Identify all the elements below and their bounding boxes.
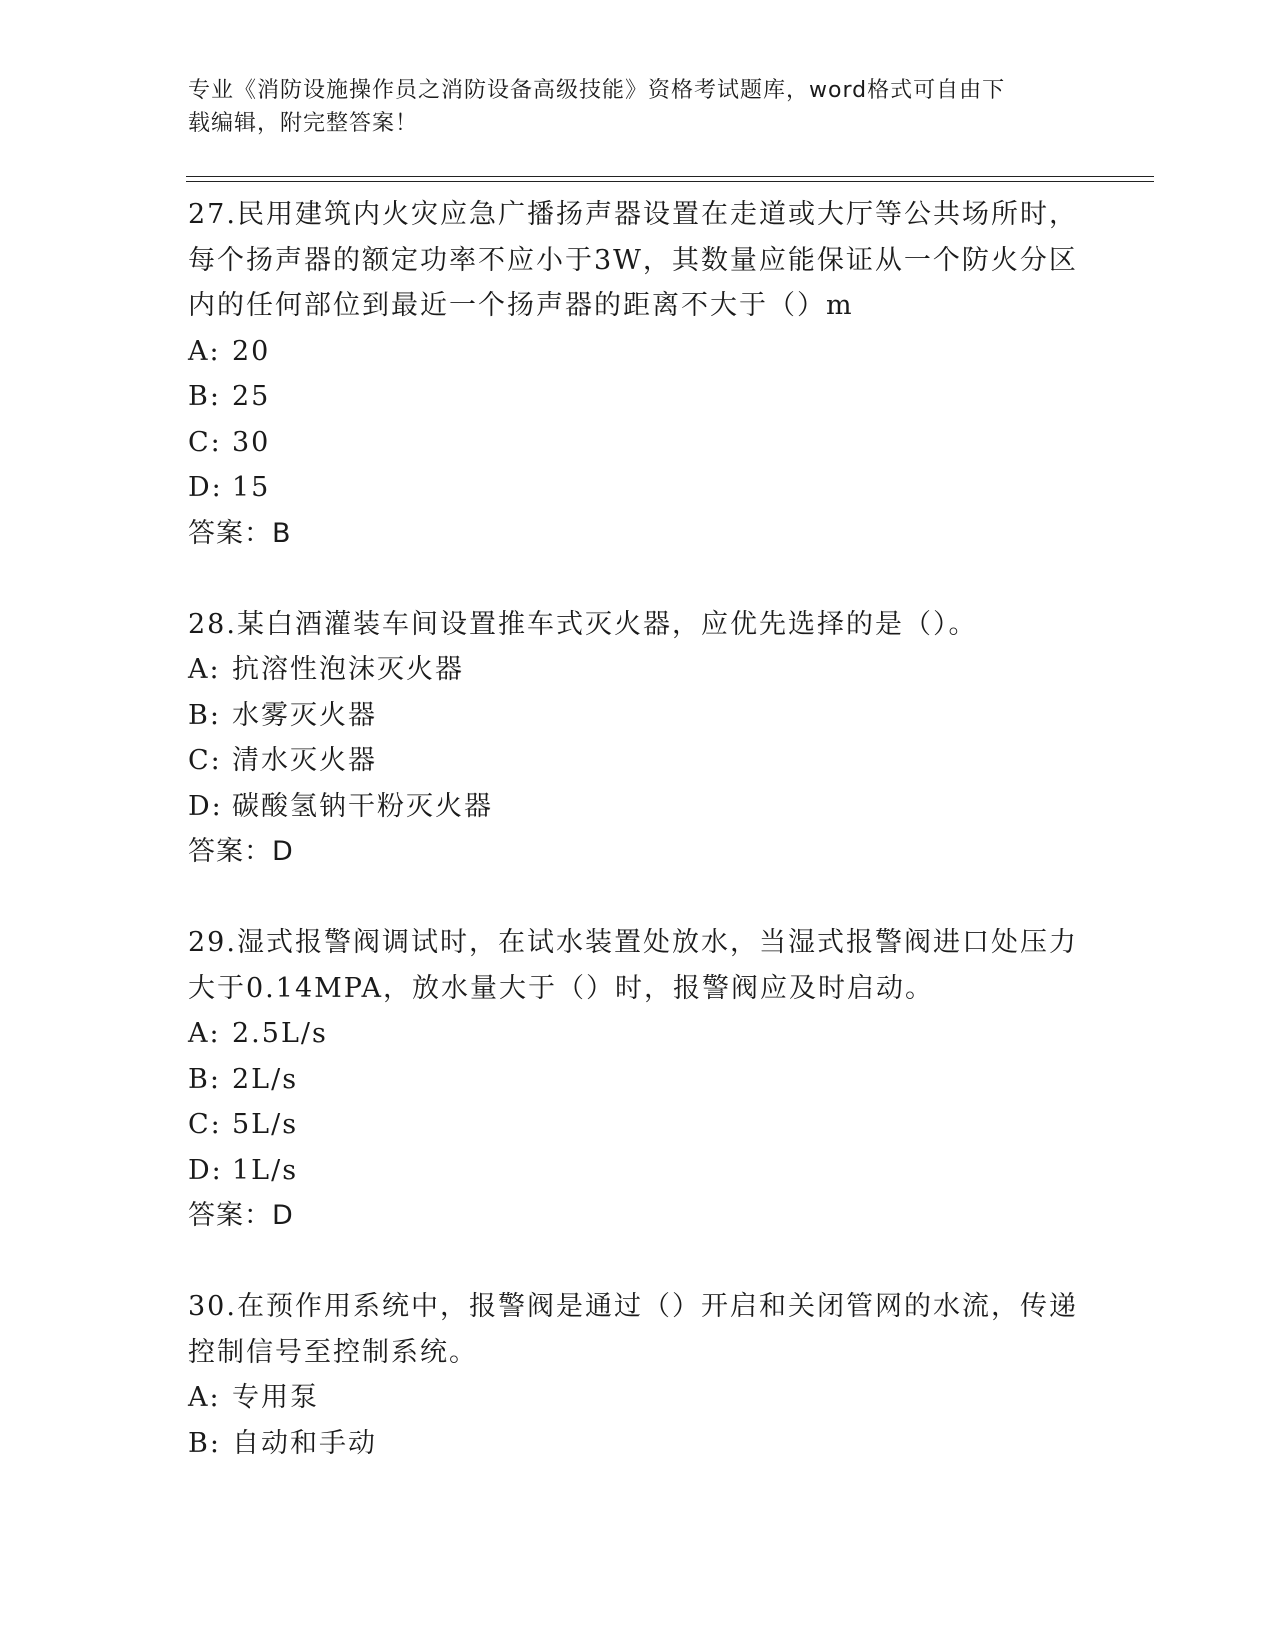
option-b (188, 1057, 1088, 1103)
option-letter: A: (188, 1382, 221, 1413)
answer-line: 答案：D (188, 836, 294, 867)
spacer (188, 875, 1088, 921)
option-text: 2L/s (232, 1063, 299, 1095)
option-letter: A: (188, 654, 221, 685)
question-item (188, 192, 1088, 556)
option-letter: D: (188, 790, 223, 822)
option-letter: C: (188, 745, 222, 776)
option-a (188, 329, 1088, 375)
question-item (188, 602, 1088, 875)
option-letter: B: (188, 381, 221, 412)
option-b (188, 374, 1088, 420)
option-text: 自动和手动 (232, 1427, 377, 1459)
option-d (188, 784, 1088, 830)
option-d (188, 465, 1088, 511)
question-list (188, 192, 1088, 1466)
option-text: 2.5L/s (232, 1018, 328, 1049)
option-text: 专用泵 (232, 1382, 319, 1413)
option-letter: C: (188, 1109, 222, 1140)
question-item (188, 920, 1088, 1239)
option-a (188, 1375, 1088, 1421)
header-line-2: 载编辑，附完整答案！ (188, 111, 419, 136)
option-text: 抗溶性泡沫灭火器 (232, 654, 464, 685)
option-a (188, 647, 1088, 693)
option-text: 清水灭火器 (232, 745, 377, 776)
option-c (188, 738, 1088, 784)
question-item (188, 1284, 1088, 1466)
question-text: 27.民用建筑内火灾应急广播扬声器设置在走道或大厅等公共场所时，每个扬声器的额定功率不应小于3W，其数量应能保证从一个防火分区内的任何部位到最近一个扬声器的距离不大于（）m (188, 199, 1078, 321)
option-letter: D: (188, 1154, 223, 1186)
option-text: 15 (232, 472, 271, 503)
option-letter: A: (188, 335, 221, 367)
header-divider-bottom (186, 181, 1154, 182)
option-text: 碳酸氢钠干粉灭火器 (232, 790, 493, 822)
option-letter: B: (188, 1063, 221, 1095)
spacer (188, 1239, 1088, 1285)
question-text: 29.湿式报警阀调试时，在试水装置处放水，当湿式报警阀进口处压力大于0.14MPA，放水量大于（）时，报警阀应及时启动。 (188, 927, 1078, 1004)
option-text: 25 (232, 381, 271, 412)
option-letter: B: (188, 1427, 221, 1459)
option-text: 5L/s (232, 1109, 299, 1140)
option-text: 水雾灭火器 (232, 699, 377, 731)
option-a (188, 1011, 1088, 1057)
question-text: 30.在预作用系统中，报警阀是通过（）开启和关闭管网的水流，传递控制信号至控制系统。 (188, 1291, 1078, 1368)
option-b (188, 693, 1088, 739)
answer-line: 答案：B (188, 517, 292, 549)
header-line-1: 专业《消防设施操作员之消防设备高级技能》资格考试题库，word格式可自由下 (188, 78, 1006, 103)
option-d (188, 1148, 1088, 1194)
header-divider-top (186, 176, 1154, 177)
answer-line: 答案：D (188, 1200, 294, 1231)
option-letter: B: (188, 699, 221, 731)
option-c (188, 1102, 1088, 1148)
option-letter: C: (188, 426, 222, 458)
spacer (188, 556, 1088, 602)
question-text: 28.某白酒灌装车间设置推车式灭火器，应优先选择的是（）。 (188, 608, 978, 640)
option-c (188, 420, 1088, 466)
option-letter: A: (188, 1018, 221, 1049)
document-header (188, 74, 1068, 140)
option-b (188, 1421, 1088, 1467)
option-text: 20 (232, 335, 271, 367)
option-text: 30 (232, 426, 271, 458)
option-letter: D: (188, 472, 223, 503)
option-text: 1L/s (232, 1154, 299, 1186)
